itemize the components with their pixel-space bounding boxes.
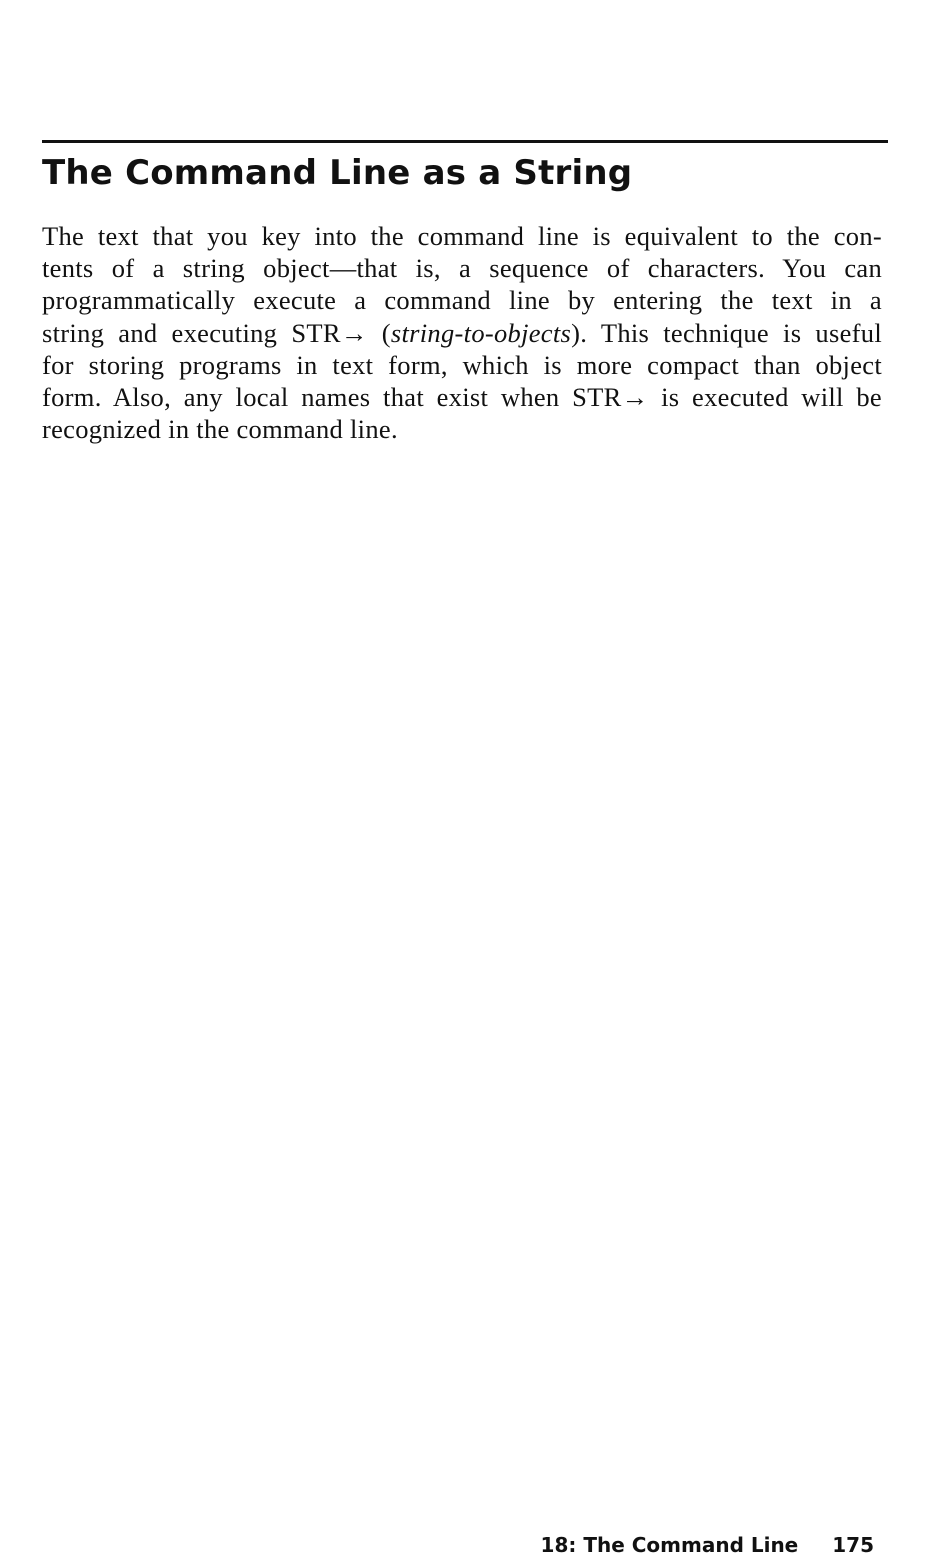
paragraph-line: recognized in the command line.: [42, 414, 398, 445]
section-heading: The Command Line as a String: [42, 153, 633, 193]
page-number: 175: [832, 1533, 874, 1557]
footer-chapter-title: 18: The Command Line: [540, 1533, 799, 1557]
paragraph-line: for storing programs in text form, which is more compact than object: [42, 349, 882, 380]
paragraph-line-text: ). This technique is useful: [571, 317, 882, 348]
section-rule: [42, 140, 888, 143]
paragraph-line: form. Also, any local names that exist when STR→ is executed will be: [42, 382, 882, 413]
paragraph-line: tents of a string object—that is, a sequence of characters. You can: [42, 253, 882, 284]
paragraph-line: programmatically execute a command line by entering the text in a: [42, 285, 882, 316]
body-paragraph: [42, 220, 882, 445]
term-italic: string-to-objects: [390, 317, 572, 348]
paragraph-line-text: string and executing STR→ (: [42, 317, 391, 348]
paragraph-line: [42, 317, 882, 349]
page-footer: [541, 1532, 874, 1558]
paragraph-line: The text that you key into the command line is equivalent to the con-: [42, 221, 882, 251]
